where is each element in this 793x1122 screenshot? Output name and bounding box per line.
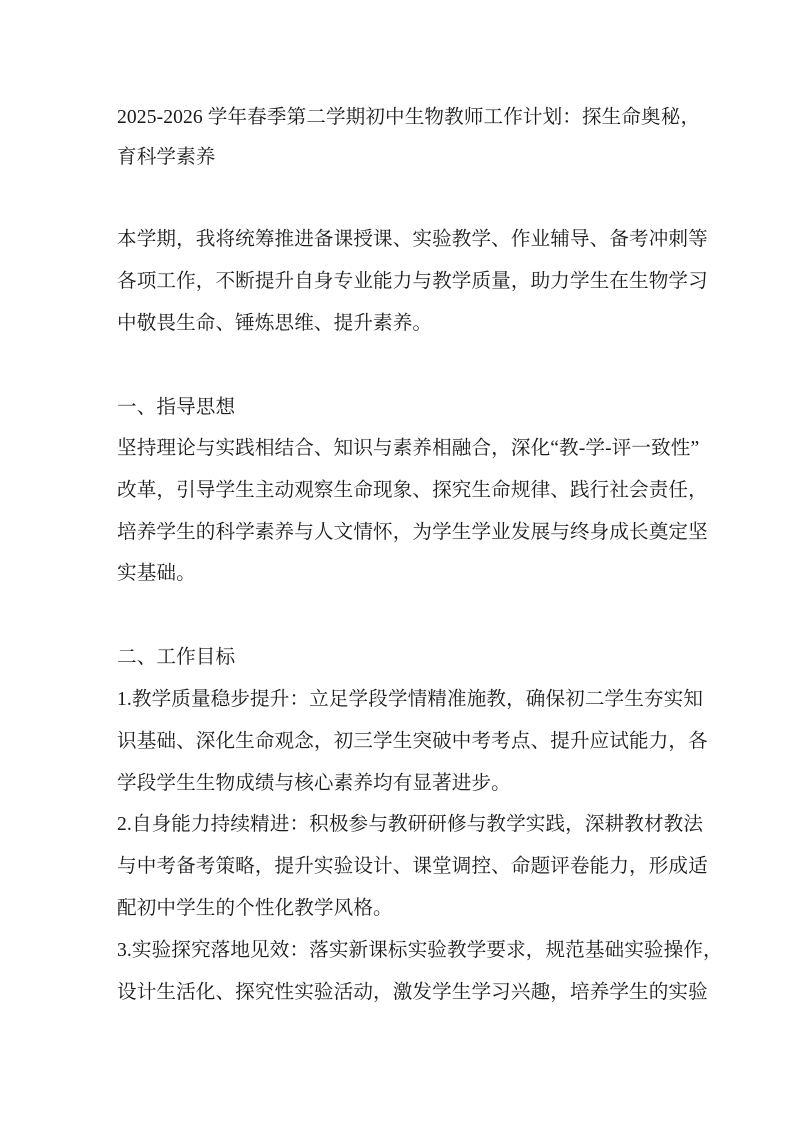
goal-item-line: 设计生活化、探究性实验活动，激发学生学习兴趣，培养学生的实验	[117, 981, 708, 1003]
section1-paragraph-line: 培养学生的科学素养与人文情怀，为学生学业发展与终身成长奠定坚	[117, 521, 708, 543]
section1-paragraph-line: 实基础。	[117, 563, 196, 585]
section1-paragraph-line: 坚持理论与实践相结合、知识与素养相融合，深化“教-学-评一致性”	[117, 438, 700, 459]
intro-paragraph-line: 各项工作，不断提升自身专业能力与教学质量，助力学生在生物学习	[117, 270, 708, 292]
goal-item-line: 2.自身能力持续精进：积极参与教研研修与教学实践，深耕教材教法	[117, 814, 704, 836]
goal-item-line: 配初中学生的个性化教学风格。	[117, 898, 393, 919]
section-heading-guiding-ideology: 一、指导思想	[117, 397, 236, 418]
goal-item-line: 与中考备考策略，提升实验设计、课堂调控、命题评卷能力，形成适	[117, 856, 708, 878]
section-heading-work-goals: 二、工作目标	[117, 647, 236, 668]
goal-item-line: 识基础、深化生命观念，初三学生突破中考考点、提升应试能力，各	[117, 730, 708, 752]
goal-item-line: 学段学生生物成绩与核心素养均有显著进步。	[117, 772, 511, 794]
goal-item-line: 1.教学质量稳步提升：立足学段学情精准施教，确保初二学生夯实知	[117, 689, 704, 710]
goal-item-line: 3.实验探究落地见效：落实新课标实验教学要求，规范基础实验操作，	[117, 939, 723, 961]
intro-paragraph-line: 本学期，我将统筹推进备课授课、实验教学、作业辅导、备考冲刺等	[117, 229, 708, 250]
document-title-line: 2025-2026 学年春季第二学期初中生物教师工作计划：探生命奥秘，	[117, 107, 701, 128]
intro-paragraph-line: 中敬畏生命、锤炼思维、提升素养。	[117, 312, 433, 334]
document-title-line: 育科学素养	[117, 147, 216, 168]
section1-paragraph-line: 改革，引导学生主动观察生命现象、探究生命规律、践行社会责任，	[117, 479, 708, 501]
